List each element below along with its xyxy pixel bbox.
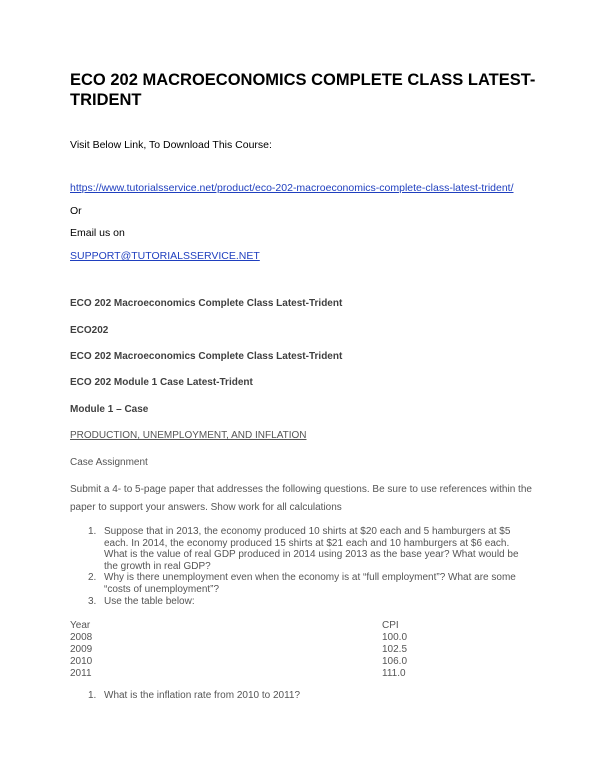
table-header-cpi: CPI bbox=[382, 620, 399, 631]
email-text: Email us on bbox=[70, 227, 125, 239]
question-text: Suppose that in 2013, the economy produced 10 shirts at $20 each and 5 hamburgers at $5 each. In 2014, the economy produced 15 shirts at $21 each and 10 hamburgers at $6 each. What is the value of real GDP produced in 2014 using 2013 as the base year? What would be the growth in real GDP? bbox=[104, 526, 519, 572]
list-item bbox=[70, 596, 520, 608]
question-text: Use the table below: bbox=[104, 595, 195, 607]
table-row bbox=[70, 644, 470, 656]
heading-course-code: ECO202 bbox=[70, 325, 109, 336]
table-cell-year: 2010 bbox=[70, 656, 93, 667]
case-intro-line-2: paper to support your answers. Show work for all calculations bbox=[70, 502, 342, 513]
case-subtitle: PRODUCTION, UNEMPLOYMENT, AND INFLATION bbox=[70, 430, 307, 441]
table-cell-cpi: 102.5 bbox=[382, 644, 408, 655]
case-intro-line-1: Submit a 4- to 5-page paper that addresses the following questions. Be sure to use references within the bbox=[70, 484, 532, 495]
list-item bbox=[70, 572, 520, 595]
sub-question-text: What is the inflation rate from 2010 to 2011? bbox=[104, 690, 301, 701]
visit-text: Visit Below Link, To Download This Course: bbox=[70, 139, 272, 151]
list-item bbox=[70, 690, 520, 701]
sub-question-number: 1. bbox=[88, 690, 97, 701]
course-link[interactable]: https://www.tutorialsservice.net/product/eco-202-macroeconomics-complete-class-latest-trident/ bbox=[70, 182, 514, 194]
case-assignment-label: Case Assignment bbox=[70, 457, 148, 468]
table-cell-cpi: 111.0 bbox=[382, 668, 406, 679]
question-number: 3. bbox=[88, 595, 97, 607]
list-item bbox=[70, 526, 520, 572]
heading-module-case: ECO 202 Module 1 Case Latest-Trident bbox=[70, 377, 253, 388]
table-cell-year: 2009 bbox=[70, 644, 93, 655]
table-header-year: Year bbox=[70, 620, 91, 631]
table-header-row bbox=[70, 620, 470, 632]
table-cell-year: 2011 bbox=[70, 668, 92, 679]
question-number: 2. bbox=[88, 572, 97, 584]
table-cell-cpi: 106.0 bbox=[382, 656, 408, 667]
sub-questions-list bbox=[70, 690, 520, 701]
heading-course-title-repeat: ECO 202 Macroeconomics Complete Class Latest-Trident bbox=[70, 351, 343, 362]
cpi-table bbox=[70, 620, 470, 680]
heading-course-title: ECO 202 Macroeconomics Complete Class Latest-Trident bbox=[70, 298, 343, 309]
table-row bbox=[70, 656, 470, 668]
table-cell-year: 2008 bbox=[70, 632, 93, 643]
heading-module-1: Module 1 – Case bbox=[70, 404, 149, 415]
table-cell-cpi: 100.0 bbox=[382, 632, 408, 643]
email-link[interactable]: SUPPORT@TUTORIALSSERVICE.NET bbox=[70, 250, 260, 262]
or-text: Or bbox=[70, 205, 82, 217]
questions-list bbox=[70, 526, 520, 607]
table-row bbox=[70, 668, 470, 680]
question-number: 1. bbox=[88, 526, 97, 537]
table-row bbox=[70, 632, 470, 644]
question-text: Why is there unemployment even when the economy is at “full employment”? What are some “costs of unemployment”? bbox=[104, 572, 516, 595]
document-title: ECO 202 MACROECONOMICS COMPLETE CLASS LATEST-TRIDENT bbox=[70, 71, 536, 109]
